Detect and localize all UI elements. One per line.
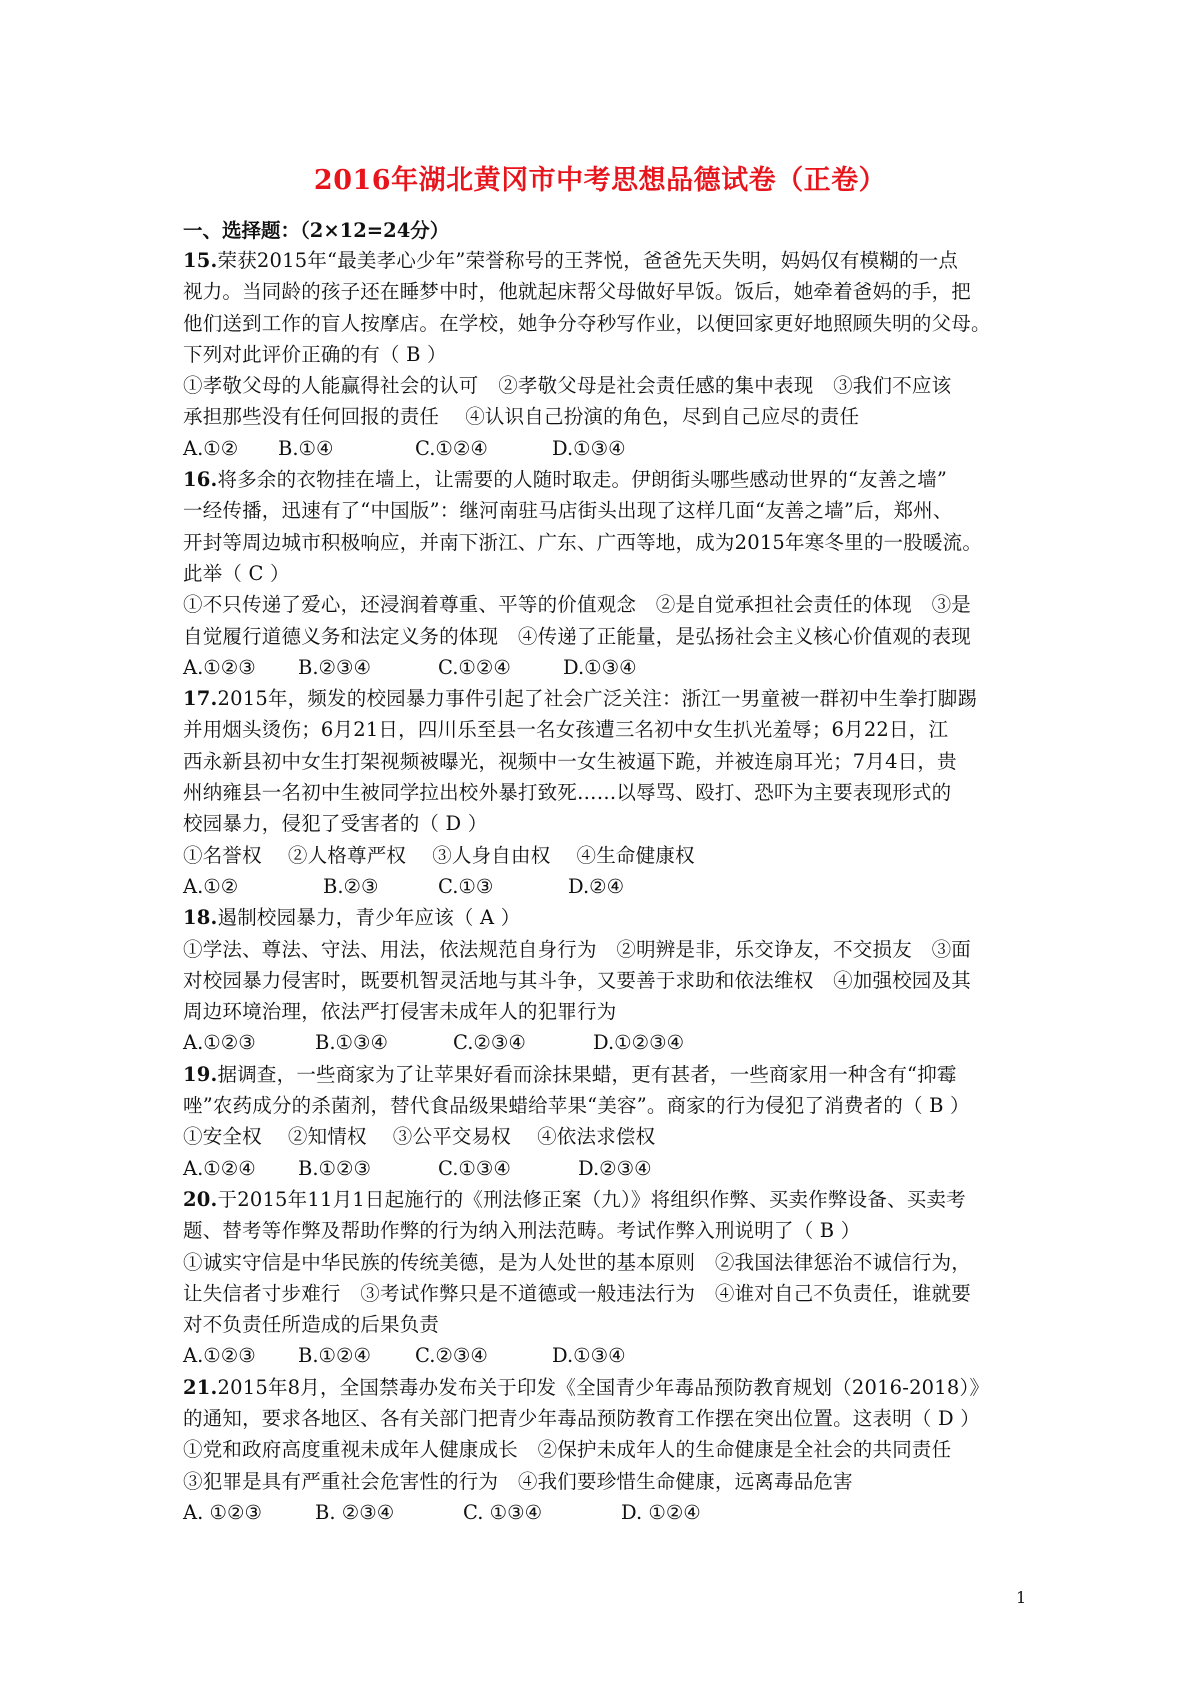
- question-line: [183, 339, 1043, 370]
- question-line: [183, 746, 1043, 777]
- answer-option: D.①③④: [563, 655, 637, 679]
- page-title: 2016年湖北黄冈市中考思想品德试卷（正卷）: [313, 165, 887, 196]
- answer-option: C.①③④: [438, 1156, 511, 1180]
- question-text: ③犯罪是具有严重社会危害性的行为 ④我们要珍惜生命健康，远离毒品危害: [183, 1469, 853, 1493]
- answer-option: A.①②③: [183, 1344, 256, 1368]
- question-text: 于2015年11月1日起施行的《刑法修正案（九）》将组织作弊、买卖作弊设备、买卖考: [217, 1187, 966, 1211]
- question-text: 校园暴力，侵犯了受害者的（ D ）: [183, 812, 488, 836]
- answer-option: C. ①③④: [463, 1500, 543, 1524]
- question-line: [183, 777, 1043, 808]
- question-number: 20.: [183, 1187, 218, 1211]
- page-number: 1: [1016, 1588, 1027, 1607]
- answer-option: C.①②④: [438, 655, 511, 679]
- answer-option: D.①③④: [552, 436, 626, 460]
- question-text: 周边环境治理，依法严打侵害未成年人的犯罪行为: [183, 1000, 617, 1024]
- answer-options: [183, 1027, 1043, 1058]
- question-line: [183, 1278, 1043, 1309]
- question-text: 的通知，要求各地区、各有关部门把青少年毒品预防教育工作摆在突出位置。这表明（ D ）: [183, 1406, 980, 1430]
- answer-option: A.①②③: [183, 1031, 256, 1055]
- answer-option: B.①②④: [298, 1344, 371, 1368]
- question-text: ①孝敬父母的人能赢得社会的认可 ②孝敬父母是社会责任感的集中表现 ③我们不应该: [183, 374, 952, 398]
- question-number: 15.: [183, 249, 218, 272]
- question-text: ①诚实守信是中华民族的传统美德，是为人处世的基本原则 ②我国法律惩治不诚信行为，: [183, 1250, 972, 1274]
- question-line: [183, 1121, 1043, 1152]
- answer-options: [183, 433, 1043, 464]
- question-text: 西永新县初中女生打架视频被曝光，视频中一女生被逼下跪，并被连扇耳光；7月4日，贵: [183, 749, 957, 773]
- question-line: [183, 370, 1043, 401]
- question-number: 19.: [183, 1062, 218, 1086]
- question-text: 据调查，一些商家为了让苹果好看而涂抹果蜡，更有甚者，一些商家用一种含有“抑霉: [217, 1062, 957, 1086]
- section-heading: 一、选择题：（2×12=24分）: [183, 219, 450, 242]
- question-text: ①不只传递了爱心，还浸润着尊重、平等的价值观念 ②是自觉承担社会责任的体现 ③是: [183, 593, 972, 617]
- answer-option: A.①②③: [183, 655, 256, 679]
- question-line: [183, 401, 1043, 432]
- question-line: [183, 714, 1043, 745]
- question-number: 16.: [183, 468, 218, 492]
- question-line: [183, 527, 1043, 558]
- answer-option: B.②③: [323, 874, 379, 898]
- question-text: 州纳雍县一名初中生被同学拉出校外暴打致死……以辱骂、殴打、恐吓为主要表现形式的: [183, 781, 952, 805]
- question-number: 17.: [183, 687, 218, 711]
- question-line: [183, 558, 1043, 589]
- answer-option: D. ①②④: [621, 1500, 701, 1524]
- question-20: [183, 1184, 1043, 1372]
- question-text: 将多余的衣物挂在墙上，让需要的人随时取走。伊朗街头哪些感动世界的“友善之墙”: [217, 468, 948, 492]
- answer-option: A. ①②③: [183, 1500, 262, 1524]
- question-text: 对校园暴力侵害时，既要机智灵活地与其斗争，又要善于求助和依法维权 ④加强校园及其: [183, 968, 972, 992]
- question-text: 题、替考等作弊及帮助作弊的行为纳入刑法范畴。考试作弊入刑说明了（ B ）: [183, 1219, 861, 1243]
- question-line: [183, 1247, 1043, 1278]
- answer-option: C.①③: [438, 874, 494, 898]
- question-text: 一经传播，迅速有了“中国版”：继河南驻马店街头出现了这样几面“友善之墙”后，郑州、: [183, 499, 953, 523]
- question-text: ①党和政府高度重视未成年人健康成长 ②保护未成年人的生命健康是全社会的共同责任: [183, 1438, 952, 1462]
- answer-option: A.①②④: [183, 1156, 256, 1180]
- question-line: [183, 1059, 1043, 1090]
- answer-options: [183, 1153, 1043, 1184]
- answer-option: B.②③④: [298, 655, 371, 679]
- question-line: [183, 245, 1043, 276]
- question-line: [183, 934, 1043, 965]
- question-line: [183, 276, 1043, 307]
- question-text: 下列对此评价正确的有（ B ）: [183, 342, 447, 366]
- question-line: [183, 808, 1043, 839]
- answer-option: D.②③④: [578, 1156, 652, 1180]
- question-number: 21.: [183, 1375, 218, 1399]
- question-text: 唑”农药成分的杀菌剂，替代食品级果蜡给苹果“美容”。商家的行为侵犯了消费者的（ B ）: [183, 1094, 970, 1118]
- answer-option: A.①②: [183, 436, 239, 460]
- question-line: [183, 965, 1043, 996]
- question-number: 18.: [183, 906, 218, 930]
- question-line: [183, 495, 1043, 526]
- question-21: [183, 1372, 1043, 1528]
- question-text: 2015年，频发的校园暴力事件引起了社会广泛关注：浙江一男童被一群初中生拳打脚踢: [217, 687, 978, 711]
- question-text: 对不负责任所造成的后果负责: [183, 1313, 440, 1337]
- answer-option: B.①③④: [315, 1031, 388, 1055]
- question-line: [183, 464, 1043, 495]
- question-text: 自觉履行道德义务和法定义务的体现 ④传递了正能量，是弘扬社会主义核心价值观的表现: [183, 624, 972, 648]
- question-text: 此举（ C ）: [183, 561, 290, 585]
- question-18: [183, 902, 1043, 1058]
- question-list: [183, 245, 1043, 1528]
- question-text: ①安全权 ②知情权 ③公平交易权 ④依法求偿权: [183, 1125, 656, 1149]
- question-line: [183, 1309, 1043, 1340]
- question-line: [183, 1184, 1043, 1215]
- answer-option: B. ②③④: [315, 1500, 395, 1524]
- document-body: [183, 216, 1043, 1528]
- question-line: [183, 1215, 1043, 1246]
- question-line: [183, 1090, 1043, 1121]
- question-line: [183, 996, 1043, 1027]
- question-17: [183, 683, 1043, 902]
- question-text: 2015年8月，全国禁毒办发布关于印发《全国青少年毒品预防教育规划（2016-2018）》: [217, 1375, 990, 1399]
- answer-options: [183, 871, 1043, 902]
- question-text: 他们送到工作的盲人按摩店。在学校，她争分夺秒写作业，以便回家更好地照顾失明的父母。: [183, 311, 991, 335]
- question-line: [183, 1434, 1043, 1465]
- question-line: [183, 621, 1043, 652]
- question-line: [183, 308, 1043, 339]
- question-text: ①学法、尊法、守法、用法，依法规范自身行为 ②明辨是非，乐交诤友，不交损友 ③面: [183, 937, 972, 961]
- answer-option: B.①④: [278, 436, 334, 460]
- answer-option: D.①②③④: [593, 1031, 685, 1055]
- question-text: 并用烟头烫伤；6月21日，四川乐至县一名女孩遭三名初中女生扒光羞辱；6月22日，江: [183, 718, 949, 742]
- question-line: [183, 1372, 1043, 1403]
- question-text: ①名誉权 ②人格尊严权 ③人身自由权 ④生命健康权: [183, 843, 695, 867]
- question-line: [183, 902, 1043, 933]
- question-line: [183, 1466, 1043, 1497]
- question-15: [183, 245, 1043, 464]
- question-text: 视力。当同龄的孩子还在睡梦中时，他就起床帮父母做好早饭。饭后，她牵着爸妈的手，把: [183, 280, 972, 304]
- answer-options: [183, 1497, 1043, 1528]
- answer-option: C.②③④: [415, 1344, 488, 1368]
- answer-options: [183, 652, 1043, 683]
- answer-option: D.①③④: [552, 1344, 626, 1368]
- question-text: 荣获2015年“最美孝心少年”荣誉称号的王荠悦，爸爸先天失明，妈妈仅有模糊的一点: [217, 249, 959, 272]
- question-19: [183, 1059, 1043, 1184]
- question-text: 承担那些没有任何回报的责任 ④认识自己扮演的角色，尽到自己应尽的责任: [183, 405, 860, 429]
- question-text: 遏制校园暴力，青少年应该（ A ）: [217, 906, 521, 930]
- question-line: [183, 840, 1043, 871]
- answer-option: B.①②③: [298, 1156, 371, 1180]
- question-line: [183, 1403, 1043, 1434]
- question-16: [183, 464, 1043, 683]
- answer-option: A.①②: [183, 874, 239, 898]
- answer-option: D.②④: [568, 874, 625, 898]
- question-text: 开封等周边城市积极响应，并南下浙江、广东、广西等地，成为2015年寒冬里的一股暖流。: [183, 530, 983, 554]
- question-line: [183, 589, 1043, 620]
- question-text: 让失信者寸步难行 ③考试作弊只是不道德或一般违法行为 ④谁对自己不负责任，谁就要: [183, 1281, 972, 1305]
- answer-option: C.①②④: [415, 436, 488, 460]
- answer-options: [183, 1340, 1043, 1371]
- answer-option: C.②③④: [453, 1031, 526, 1055]
- question-line: [183, 683, 1043, 714]
